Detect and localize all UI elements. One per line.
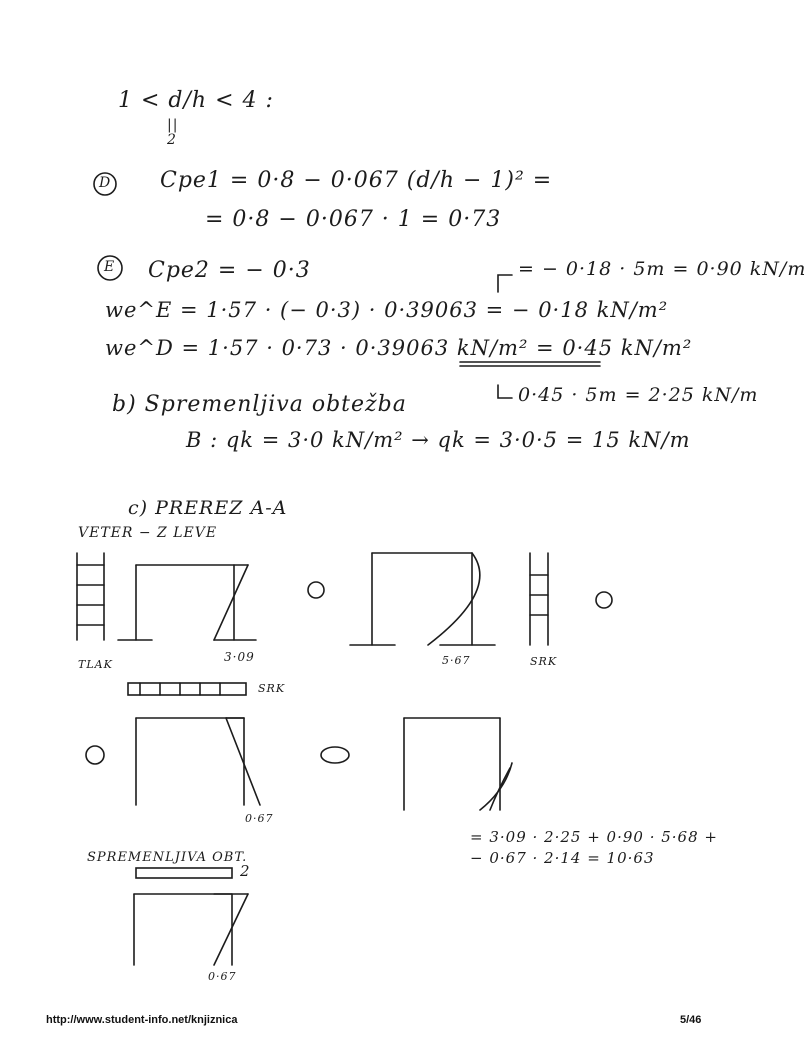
footer-url: http://www.student-info.net/knjiznica xyxy=(46,1014,238,1026)
tlak-label: TLAK xyxy=(78,658,113,671)
note-top: = − 0·18 · 5m = 0·90 kN/m xyxy=(518,258,806,280)
cpe1-line-b: = 0·8 − 0·067 · 1 = 0·73 xyxy=(205,207,502,232)
frame-2 xyxy=(308,553,612,645)
sum-line-1: = 3·09 · 2·25 + 0·90 · 5·68 + xyxy=(470,828,718,846)
cpe1-line-a: Cpe1 = 0·8 − 0·067 (d/h − 1)² = xyxy=(160,168,553,193)
frame-4 xyxy=(404,718,512,810)
val-067-b: 0·67 xyxy=(208,970,237,983)
b-heading: b) Spremenljiva obtežba xyxy=(112,392,407,417)
frame-3 xyxy=(86,683,349,805)
veter-label: VETER − Z LEVE xyxy=(78,525,218,541)
we-e-line: we^E = 1·57 · (− 0·3) · 0·39063 = − 0·18 kN/m² xyxy=(105,298,669,322)
spremenljiva-label: SPREMENLJIVA OBT. xyxy=(87,850,248,865)
val-567: 5·67 xyxy=(442,654,471,667)
footer-page-number: 5/46 xyxy=(680,1014,702,1026)
sum-line-2: − 0·67 · 2·14 = 10·63 xyxy=(470,849,655,867)
ratio-sub: || xyxy=(167,117,179,133)
ratio-two: 2 xyxy=(167,132,177,148)
b-line: B : qk = 3·0 kN/m² → qk = 3·0·5 = 15 kN/m xyxy=(186,428,691,452)
frame-1 xyxy=(77,553,256,640)
note-bottom: 0·45 · 5m = 2·25 kN/m xyxy=(518,384,759,406)
val-309: 3·09 xyxy=(224,650,255,664)
arrow-up-note xyxy=(498,275,512,292)
arrow-down-note xyxy=(498,385,512,398)
we-d-line: we^D = 1·57 · 0·73 · 0·39063 kN/m² = 0·45 kN/m² xyxy=(105,336,693,360)
ratio-line: 1 < d/h < 4 : xyxy=(118,88,274,113)
e-label: E xyxy=(104,259,116,275)
c-heading: c) PREREZ A-A xyxy=(128,497,288,519)
srk-right: SRK xyxy=(530,655,558,668)
srk-label: SRK xyxy=(258,682,286,695)
cpe2-line: Cpe2 = − 0·3 xyxy=(148,258,311,283)
frame-5 xyxy=(134,868,248,965)
num-2: 2 xyxy=(240,862,251,880)
val-067-a: 0·67 xyxy=(245,812,274,825)
d-label: D xyxy=(99,175,112,191)
